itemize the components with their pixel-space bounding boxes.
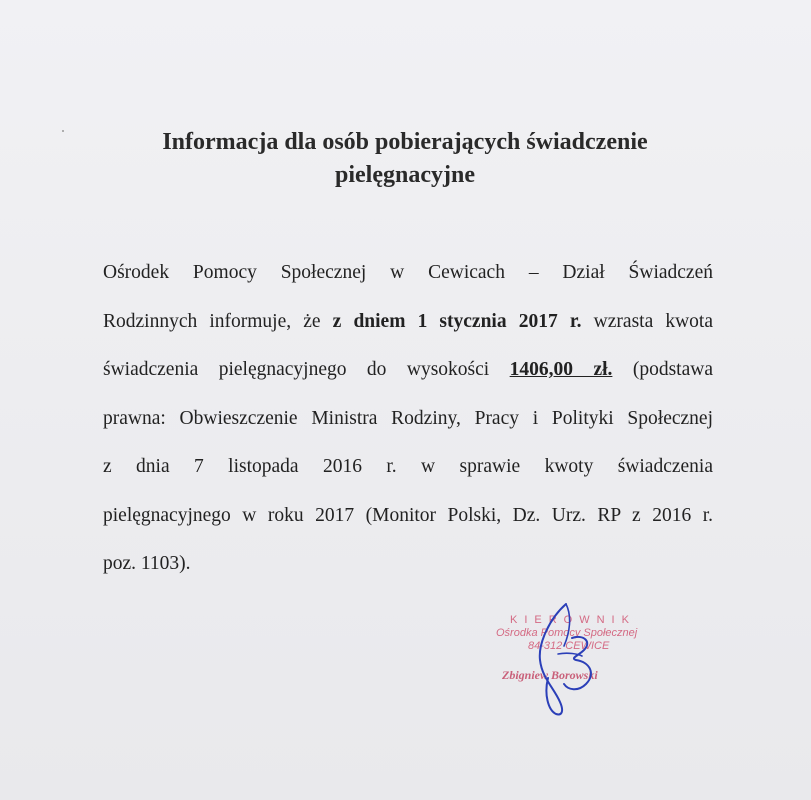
benefit-amount: 1406,00 zł. xyxy=(509,359,613,380)
paragraph-line-4: prawna: Obwieszczenie Ministra Rodziny, Pracy i Polityki Społecznej xyxy=(103,407,713,429)
document-title xyxy=(60,126,750,192)
stamp-address: 84-312 CEWICE xyxy=(528,640,610,652)
paragraph-line-3 xyxy=(103,346,713,395)
paragraph-line-7: poz. 1103). xyxy=(103,553,191,574)
stamp-name: Zbigniew Borowski xyxy=(502,668,598,682)
stamp-institution: Ośrodka Pomocy Społecznej xyxy=(496,627,638,639)
title-line-2: pielęgnacyjne xyxy=(335,162,475,188)
paragraph-line-1: Ośrodek Pomocy Społecznej w Cewicach – Dział Świadczeń xyxy=(103,262,713,283)
paragraph-line-6: pielęgnacyjnego w roku 2017 (Monitor Polski, Dz. Urz. RP z 2016 r. xyxy=(103,504,713,526)
title-line-1: Informacja dla osób pobierających świadczenie xyxy=(162,129,648,155)
effective-date: z dniem 1 stycznia 2017 r. xyxy=(332,310,582,332)
line2-text-b: wzrasta kwota xyxy=(581,310,713,332)
notice-paragraph xyxy=(103,249,713,589)
paragraph-line-5: z dnia 7 listopada 2016 r. w sprawie kwoty świadczenia xyxy=(103,456,713,477)
line2-text-a: Rodzinnych informuje, że xyxy=(103,310,333,332)
line3-text-b: (podstawa xyxy=(612,359,713,380)
stamp-title: KIEROWNIK xyxy=(510,614,636,626)
handwritten-signature xyxy=(520,598,610,718)
paragraph-line-2 xyxy=(103,298,713,347)
line3-text-a: świadczenia pielęgnacyjnego do wysokości xyxy=(103,359,510,380)
